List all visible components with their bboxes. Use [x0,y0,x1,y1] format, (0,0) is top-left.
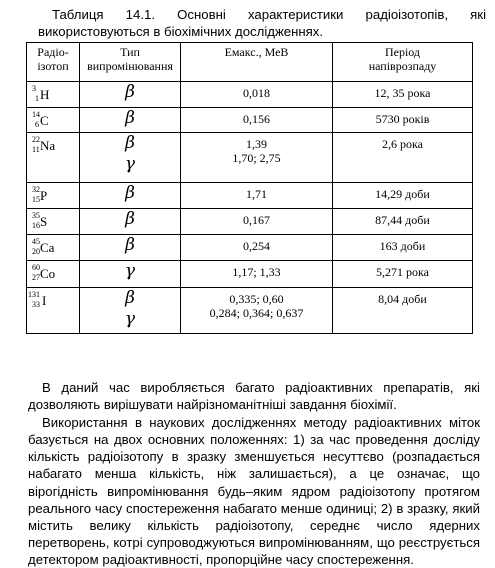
emission-type: β [125,133,135,153]
paragraph: Використання в наукових дослідженнях методу радіоактивних міток базується на двох основних положеннях: 1) за час проведення досліду кількість радіоізотопу в зразку зменшується несуттєво (розпадається набагато менша кількість, ніж залишається), а це означає, що вірогідність випромінювання будь–яким ядром радіоізотопу протягом реального часу спостереження набагато менше одиниці; 2) в зразку, який містить велику кількість радіоізотопу, середнє число ядерних перетворень, котрі супроводжуються випромінюванням, що реєструється детектором радіоактивності, пропорційне часу спостереження. [28,415,480,567]
half-life-cell: 87,44 доби [333,209,473,235]
emission-type: β [125,288,135,308]
emission-cell [80,183,181,209]
mass-number: 60 [32,263,40,272]
mass-number: 35 [32,211,40,220]
atomic-number: 11 [32,145,40,154]
isotope-cell [27,133,80,183]
atomic-number: 1 [35,94,39,103]
table-row [27,183,473,209]
energy-value: 0,167 [243,213,270,227]
emission-cell [80,261,181,288]
energy-cell [181,108,333,133]
element-symbol: Ca [40,240,55,255]
half-life-cell: 163 доби [333,235,473,261]
emission-type: β [125,209,135,229]
emission-cell [80,133,181,183]
mass-number: 22 [32,135,40,144]
element-symbol: I [42,293,47,308]
mass-number: 14 [32,110,40,119]
body-text [28,379,480,568]
caption-text: Основні характеристики радіоізотопів, які використовуються в біохімічних дослідженнях. [38,7,487,39]
atomic-number: 33 [32,300,40,309]
emission-type: β [125,183,135,203]
header-period: Період напіврозпаду [333,43,473,82]
table-row [27,235,473,261]
emission-type: β [125,108,135,128]
table-row [27,261,473,288]
emission-type: γ [124,261,136,281]
emission-type: β [125,82,135,102]
isotope-cell [27,108,80,133]
element-symbol: S [40,214,48,229]
isotope-cell [27,288,80,334]
half-life-cell: 12, 35 рока [333,82,473,108]
table-row [27,288,473,334]
energy-cell [181,183,333,209]
isotope-cell [27,82,80,108]
element-symbol: Na [40,138,56,153]
energy-value: 0,018 [243,86,270,100]
emission-type: γ [124,309,136,329]
mass-number: 32 [32,185,40,194]
energy-cell [181,133,333,183]
isotope-cell [27,209,80,235]
table-header-row [27,43,473,82]
element-symbol: H [40,87,50,102]
energy-cell [181,235,333,261]
energy-value: 1,17; 1,33 [232,265,281,279]
isotope-cell [27,261,80,288]
half-life-cell: 14,29 доби [333,183,473,209]
radioisotope-table [26,42,473,334]
energy-value: 0,156 [243,112,270,126]
table-row [27,108,473,133]
atomic-number: 27 [32,273,40,282]
table-caption [38,6,486,40]
mass-number: 131 [28,290,40,299]
emission-cell [80,288,181,334]
emission-cell [80,209,181,235]
emission-cell [80,235,181,261]
half-life-cell: 8,04 доби [333,288,473,334]
isotope-cell [27,235,80,261]
element-symbol: Co [40,266,56,281]
isotope-cell [27,183,80,209]
emission-type: β [125,235,135,255]
energy-cell [181,209,333,235]
element-symbol: P [40,188,48,203]
paragraph: В даний час виробляється багато радіоактивних препаратів, які дозволяють вирішувати найрізноманітніші завдання біохімії. [28,380,480,413]
energy-cell [181,261,333,288]
element-symbol: C [40,113,49,128]
mass-number: 3 [32,84,36,93]
energy-value: 1,70; 2,75 [232,151,281,165]
atomic-number: 6 [35,120,39,129]
half-life-cell: 5,271 рока [333,261,473,288]
atomic-number: 20 [32,247,40,256]
header-energy: Eмакс., МеВ [181,43,333,82]
half-life-cell: 2,6 рока [333,133,473,183]
emission-cell [80,108,181,133]
energy-value: 1,71 [246,187,267,201]
energy-value: 1,39 [246,137,267,151]
energy-value: 0,335; 0,60 [229,292,284,306]
energy-cell [181,82,333,108]
atomic-number: 15 [32,195,40,204]
energy-cell [181,288,333,334]
emission-type: γ [124,154,136,174]
energy-value: 0,284; 0,364; 0,637 [209,306,304,320]
table-row [27,82,473,108]
table-row [27,209,473,235]
emission-cell [80,82,181,108]
half-life-cell: 5730 років [333,108,473,133]
header-emission: Тип випромінювання [80,43,181,82]
energy-value: 0,254 [243,239,270,253]
caption-label: Таблиця 14.1. [52,7,155,22]
header-isotope: Радіо- ізотоп [27,43,80,82]
table-row [27,133,473,183]
mass-number: 45 [32,237,40,246]
atomic-number: 16 [32,221,40,230]
